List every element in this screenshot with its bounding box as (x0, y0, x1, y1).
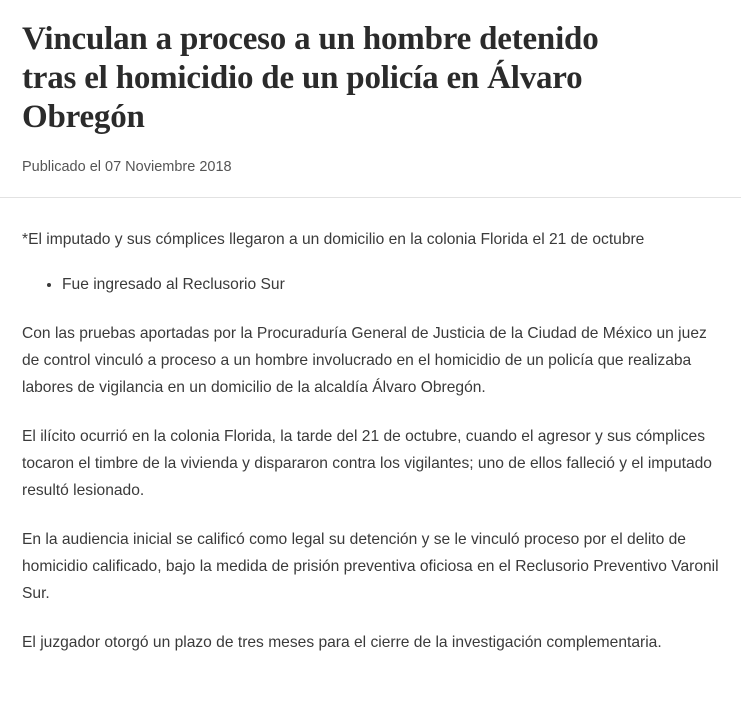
article-body (0, 226, 741, 656)
article-paragraph-2: El ilícito ocurrió en la colonia Florida, la tarde del 21 de octubre, cuando el agresor y sus cómplices tocaron el timbre de la vivienda y dispararon contra los vigilantes; uno de ellos falleció y el imputado resultó lesionado. (22, 428, 712, 499)
list-item: • Fue ingresado al Reclusorio Sur (62, 271, 719, 298)
article-lead: *El imputado y sus cómplices llegaron a un domicilio en la colonia Florida el 21 de octubre (22, 231, 645, 248)
article-paragraph-3: En la audiencia inicial se calificó como legal su detención y se le vinculó proceso por el delito de homicidio calificado, bajo la medida de prisión preventiva oficiosa en el Reclusorio Preventivo Varonil Sur. (22, 531, 719, 602)
page-title: Vinculan a proceso a un hombre detenido tras el homicidio de un policía en Álvaro Obregón (22, 21, 599, 135)
article-header (0, 0, 741, 175)
article-bullet-list (22, 271, 719, 298)
header-divider (0, 197, 741, 198)
article-paragraph-4: El juzgador otorgó un plazo de tres meses para el cierre de la investigación complementaria. (22, 634, 662, 651)
publish-date: Publicado el 07 Noviembre 2018 (22, 159, 232, 175)
article-paragraph-1: Con las pruebas aportadas por la Procuraduría General de Justicia de la Ciudad de México un juez de control vinculó a proceso a un hombre involucrado en el homicidio de un policía que realizaba labores de vigilancia en un domicilio de la alcaldía Álvaro Obregón. (22, 325, 707, 396)
